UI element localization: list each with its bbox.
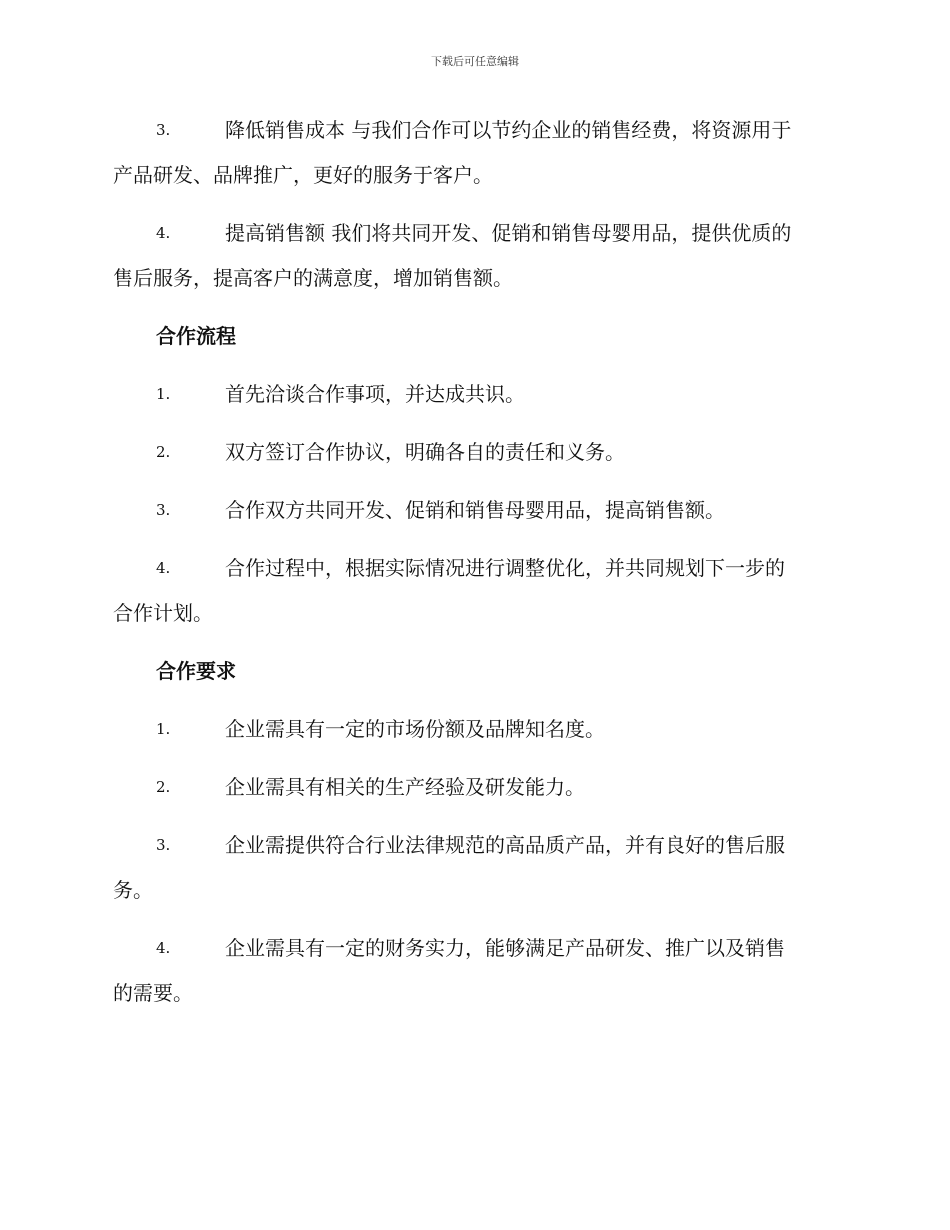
list-item: [113, 211, 837, 301]
list-number: 3.: [156, 836, 171, 854]
list-text-line: 合作计划。: [113, 601, 213, 625]
list-text-line: 售后服务，提高客户的满意度，增加销售额。: [113, 266, 513, 290]
document-body: [113, 108, 837, 1029]
list-item: [113, 108, 837, 198]
list-text-line: 务。: [113, 878, 153, 902]
list-number: 4.: [156, 939, 171, 957]
list-number: 4.: [156, 559, 171, 577]
list-text-line: 企业需具有相关的生产经验及研发能力。: [225, 775, 585, 799]
list-text-line: 降低销售成本 与我们合作可以节约企业的销售经费，将资源用于: [225, 118, 792, 142]
list-text-line: 企业需具有一定的财务实力，能够满足产品研发、推广以及销售: [225, 936, 785, 960]
list-text-line: 的需要。: [113, 981, 193, 1005]
list-text-line: 合作双方共同开发、促销和销售母婴用品，提高销售额。: [225, 498, 725, 522]
list-number: 2.: [156, 778, 171, 796]
list-item: [113, 372, 837, 417]
page-header: 下载后可任意编辑: [431, 55, 519, 68]
list-text-line: 合作过程中，根据实际情况进行调整优化，并共同规划下一步的: [225, 556, 785, 580]
list-item: [113, 926, 837, 1016]
list-number: 3.: [156, 501, 171, 519]
list-text-line: 提高销售额 我们将共同开发、促销和销售母婴用品，提供优质的: [225, 221, 792, 245]
list-item: [113, 430, 837, 475]
section-heading-requirements: 合作要求: [156, 659, 236, 683]
list-item: [113, 823, 837, 913]
list-text-line: 双方签订合作协议，明确各自的责任和义务。: [225, 440, 625, 464]
list-item: [113, 488, 837, 533]
list-number: 2.: [156, 443, 171, 461]
list-text-line: 首先洽谈合作事项，并达成共识。: [225, 382, 525, 406]
list-number: 1.: [156, 720, 171, 738]
list-number: 3.: [156, 121, 171, 139]
section-heading-process: 合作流程: [156, 324, 236, 348]
list-text-line: 产品研发、品牌推广，更好的服务于客户。: [113, 163, 493, 187]
list-item: [113, 765, 837, 810]
list-item: [113, 546, 837, 636]
list-number: 1.: [156, 385, 171, 403]
list-text-line: 企业需提供符合行业法律规范的高品质产品，并有良好的售后服: [225, 833, 785, 857]
list-number: 4.: [156, 224, 171, 242]
list-text-line: 企业需具有一定的市场份额及品牌知名度。: [225, 717, 605, 741]
list-item: [113, 707, 837, 752]
